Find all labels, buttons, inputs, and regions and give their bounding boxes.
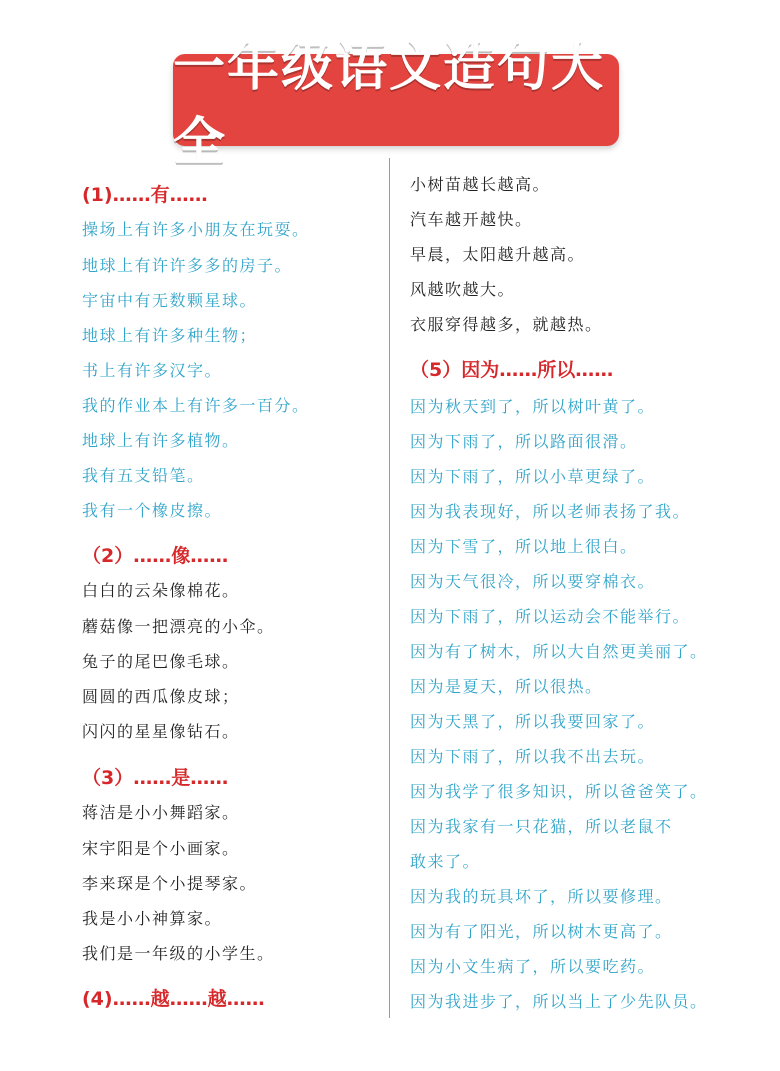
section-4-heading: (4)……越……越…… [82, 988, 265, 1010]
section-3-line: 我是小小神算家。 [82, 909, 223, 928]
section-5-line: 因为有了树木，所以大自然更美丽了。 [410, 642, 708, 661]
section-1-line: 地球上有许多植物。 [82, 431, 240, 450]
section-5-heading: （5）因为……所以…… [410, 359, 614, 381]
section-5-line: 因为我表现好，所以老师表扬了我。 [410, 502, 691, 521]
section-5-line: 因为下雨了，所以运动会不能举行。 [410, 607, 691, 626]
section-5-line: 因为下雨了，所以我不出去玩。 [410, 747, 656, 766]
column-divider [389, 158, 390, 1018]
section-3-line: 蒋洁是小小舞蹈家。 [82, 803, 240, 822]
section-4-line: 衣服穿得越多，就越热。 [410, 315, 603, 334]
title-banner [173, 38, 619, 173]
section-5-line: 因为我的玩具坏了，所以要修理。 [410, 887, 673, 906]
section-1-line: 操场上有许多小朋友在玩耍。 [82, 220, 310, 239]
section-2-heading: （2）……像…… [82, 545, 229, 567]
section-5-line: 因为天黑了，所以我要回家了。 [410, 712, 656, 731]
section-1-line: 我有五支铅笔。 [82, 466, 205, 485]
section-5-line: 因为有了阳光，所以树木更高了。 [410, 922, 673, 941]
section-1-heading: (1)……有…… [82, 184, 208, 206]
section-4-line: 风越吹越大。 [410, 280, 516, 299]
section-5-line: 因为小文生病了，所以要吃药。 [410, 957, 656, 976]
section-3-line: 我们是一年级的小学生。 [82, 944, 275, 963]
section-3-line: 宋宇阳是个小画家。 [82, 839, 240, 858]
page-title: 一年级语文造句大全 [173, 38, 606, 173]
section-5-line: 因为下雨了，所以小草更绿了。 [410, 467, 656, 486]
section-1-line: 我的作业本上有许多一百分。 [82, 396, 310, 415]
section-2-line: 白白的云朵像棉花。 [82, 581, 240, 600]
section-5-line: 因为我家有一只花猫，所以老鼠不 [410, 817, 673, 836]
section-5-line: 因为是夏天，所以很热。 [410, 677, 603, 696]
section-4-line: 早晨，太阳越升越高。 [410, 245, 586, 264]
section-5-line: 因为下雪了，所以地上很白。 [410, 537, 638, 556]
section-2-line: 兔子的尾巴像毛球。 [82, 652, 240, 671]
section-1-line: 书上有许多汉字。 [82, 361, 223, 380]
section-3-heading: （3）……是…… [82, 767, 229, 789]
section-5-line: 因为下雨了，所以路面很滑。 [410, 432, 638, 451]
section-3-line: 李来琛是个小提琴家。 [82, 874, 258, 893]
section-5-line: 敢来了。 [410, 852, 481, 871]
section-4-line: 汽车越开越快。 [410, 210, 533, 229]
section-5-line: 因为天气很冷，所以要穿棉衣。 [410, 572, 656, 591]
section-4-line: 小树苗越长越高。 [410, 175, 551, 194]
section-2-line: 蘑菇像一把漂亮的小伞。 [82, 617, 275, 636]
section-2-line: 圆圆的西瓜像皮球； [82, 687, 240, 706]
section-2-line: 闪闪的星星像钻石。 [82, 722, 240, 741]
section-1-line: 我有一个橡皮擦。 [82, 501, 223, 520]
section-5-line: 因为秋天到了，所以树叶黄了。 [410, 397, 656, 416]
section-1-line: 地球上有许多种生物； [82, 326, 258, 345]
section-5-line: 因为我进步了，所以当上了少先队员。 [410, 992, 708, 1011]
section-5-line: 因为我学了很多知识，所以爸爸笑了。 [410, 782, 708, 801]
section-1-line: 宇宙中有无数颗星球。 [82, 291, 258, 310]
section-1-line: 地球上有许许多多的房子。 [82, 256, 293, 275]
